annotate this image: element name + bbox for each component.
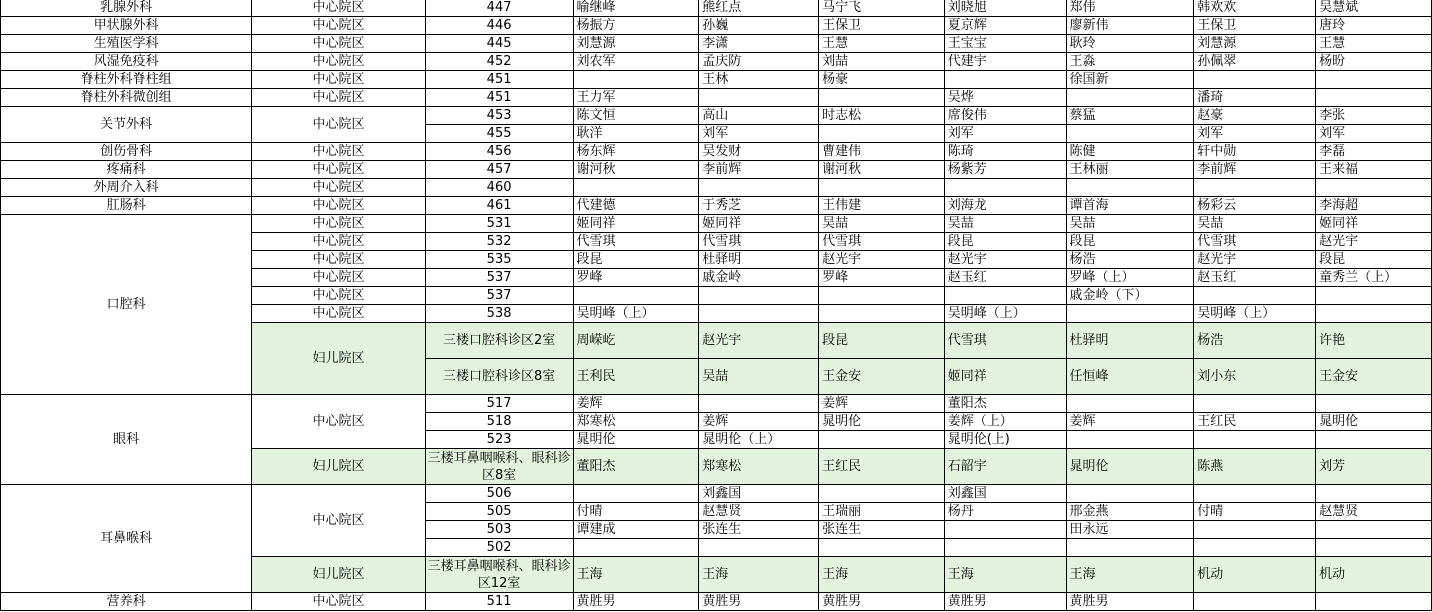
campus-cell[interactable]: 中心院区	[252, 107, 425, 143]
staff-cell[interactable]: 王林	[699, 71, 819, 89]
room-cell[interactable]: 451	[425, 89, 573, 107]
staff-cell[interactable]: 段昆	[573, 251, 699, 269]
staff-cell[interactable]: 晁明伦	[1316, 413, 1432, 431]
staff-cell[interactable]	[1316, 485, 1432, 503]
staff-cell[interactable]: 姜辉	[819, 395, 945, 413]
staff-cell[interactable]	[1316, 71, 1432, 89]
staff-cell[interactable]: 谢河秋	[819, 161, 945, 179]
campus-cell[interactable]: 中心院区	[252, 305, 425, 323]
table-row	[1, 593, 1432, 611]
campus-cell[interactable]: 中心院区	[252, 35, 425, 53]
staff-cell[interactable]	[1194, 539, 1316, 557]
staff-cell[interactable]: 代雪琪	[819, 233, 945, 251]
dept-cell[interactable]: 脊柱外科微创组	[1, 89, 252, 107]
staff-cell[interactable]: 代雪琪	[944, 323, 1066, 359]
staff-cell[interactable]: 赵光宇	[699, 323, 819, 359]
staff-cell[interactable]: 杨浩	[1066, 251, 1194, 269]
staff-cell[interactable]: 吴明峰（上）	[1194, 305, 1316, 323]
staff-cell[interactable]	[699, 179, 819, 197]
staff-cell[interactable]: 黄胜男	[573, 593, 699, 611]
staff-cell[interactable]: 石韶宇	[944, 449, 1066, 485]
staff-cell[interactable]: 吴烨	[944, 89, 1066, 107]
staff-cell[interactable]: 代建宇	[944, 53, 1066, 71]
room-cell[interactable]: 511	[425, 593, 573, 611]
room-cell[interactable]: 531	[425, 215, 573, 233]
staff-cell[interactable]: 王红民	[1194, 413, 1316, 431]
staff-cell[interactable]: 王来福	[1316, 161, 1432, 179]
staff-cell[interactable]	[944, 287, 1066, 305]
staff-cell[interactable]	[1066, 485, 1194, 503]
staff-cell[interactable]: 姜辉	[699, 413, 819, 431]
campus-cell[interactable]: 中心院区	[252, 395, 425, 449]
campus-cell[interactable]: 中心院区	[252, 287, 425, 305]
room-cell[interactable]: 517	[425, 395, 573, 413]
staff-cell[interactable]	[1194, 593, 1316, 611]
campus-cell[interactable]: 中心院区	[252, 233, 425, 251]
staff-cell[interactable]: 杨彩云	[1194, 197, 1316, 215]
staff-cell[interactable]	[1066, 179, 1194, 197]
room-cell[interactable]: 三楼口腔科诊区8室	[425, 359, 573, 395]
staff-cell[interactable]: 罗峰	[573, 269, 699, 287]
staff-cell[interactable]: 王金安	[1316, 359, 1432, 395]
room-cell[interactable]: 445	[425, 35, 573, 53]
staff-cell[interactable]: 赵慧贤	[1316, 503, 1432, 521]
staff-cell[interactable]: 吴喆	[819, 215, 945, 233]
staff-cell[interactable]	[819, 89, 945, 107]
staff-cell[interactable]: 曹建伟	[819, 143, 945, 161]
staff-cell[interactable]: 刘芳	[1316, 449, 1432, 485]
staff-cell[interactable]: 赵光宇	[1316, 233, 1432, 251]
staff-cell[interactable]: 孙巍	[699, 17, 819, 35]
room-cell[interactable]: 457	[425, 161, 573, 179]
staff-cell[interactable]: 王海	[699, 557, 819, 593]
staff-cell[interactable]	[1194, 431, 1316, 449]
staff-cell[interactable]: 姬同祥	[1316, 215, 1432, 233]
room-cell[interactable]: 451	[425, 71, 573, 89]
dept-cell[interactable]: 生殖医学科	[1, 35, 252, 53]
staff-cell[interactable]: 姜辉	[573, 395, 699, 413]
staff-cell[interactable]	[1316, 305, 1432, 323]
staff-cell[interactable]: 晁明伦(上)	[944, 431, 1066, 449]
staff-cell[interactable]: 周嵘屹	[573, 323, 699, 359]
staff-cell[interactable]: 晁明伦	[573, 431, 699, 449]
staff-cell[interactable]: 陈文恒	[573, 107, 699, 125]
room-cell[interactable]: 三楼耳鼻咽喉科、眼科诊区8室	[425, 449, 573, 485]
dept-cell[interactable]: 眼科	[1, 395, 252, 485]
staff-cell[interactable]: 杨浩	[1194, 323, 1316, 359]
staff-cell[interactable]: 王力军	[573, 89, 699, 107]
staff-cell[interactable]: 吴喆	[699, 359, 819, 395]
staff-cell[interactable]: 杜驿明	[699, 251, 819, 269]
staff-cell[interactable]: 吴发财	[699, 143, 819, 161]
staff-cell[interactable]	[699, 539, 819, 557]
staff-cell[interactable]: 熊红点	[699, 0, 819, 17]
staff-cell[interactable]: 杨豪	[819, 71, 945, 89]
staff-cell[interactable]	[819, 485, 945, 503]
table-row	[1, 89, 1432, 107]
staff-cell[interactable]: 付晴	[573, 503, 699, 521]
staff-cell[interactable]: 廖新伟	[1066, 17, 1194, 35]
room-cell[interactable]: 518	[425, 413, 573, 431]
staff-cell[interactable]: 刘军	[1316, 125, 1432, 143]
table-row	[1, 161, 1432, 179]
room-cell[interactable]: 503	[425, 521, 573, 539]
dept-cell[interactable]: 肛肠科	[1, 197, 252, 215]
table-row	[1, 107, 1432, 125]
table-row	[1, 179, 1432, 197]
campus-cell[interactable]: 中心院区	[252, 251, 425, 269]
staff-cell[interactable]: 吴明峰（上）	[944, 305, 1066, 323]
staff-cell[interactable]: 刘鑫国	[944, 485, 1066, 503]
table-row	[1, 35, 1432, 53]
staff-cell[interactable]	[1194, 485, 1316, 503]
room-cell[interactable]: 535	[425, 251, 573, 269]
staff-cell[interactable]: 李前辉	[1194, 161, 1316, 179]
staff-cell[interactable]: 姜辉（上）	[944, 413, 1066, 431]
staff-cell[interactable]: 蔡猛	[1066, 107, 1194, 125]
staff-cell[interactable]: 赵光宇	[819, 251, 945, 269]
staff-cell[interactable]: 陈燕	[1194, 449, 1316, 485]
staff-cell[interactable]: 耿玲	[1066, 35, 1194, 53]
staff-cell[interactable]: 戚金岭（下）	[1066, 287, 1194, 305]
dept-cell[interactable]: 甲状腺外科	[1, 17, 252, 35]
staff-cell[interactable]: 晁明伦	[819, 413, 945, 431]
staff-cell[interactable]: 杜驿明	[1066, 323, 1194, 359]
staff-cell[interactable]	[944, 539, 1066, 557]
staff-cell[interactable]: 赵玉红	[1194, 269, 1316, 287]
staff-cell[interactable]	[944, 179, 1066, 197]
staff-cell[interactable]: 喻继峰	[573, 0, 699, 17]
staff-cell[interactable]: 王伟建	[819, 197, 945, 215]
staff-cell[interactable]: 刘慧源	[1194, 35, 1316, 53]
staff-cell[interactable]: 任恒峰	[1066, 359, 1194, 395]
staff-cell[interactable]: 黄胜男	[819, 593, 945, 611]
staff-cell[interactable]	[944, 521, 1066, 539]
staff-cell[interactable]: 吴喆	[1066, 215, 1194, 233]
staff-cell[interactable]	[573, 539, 699, 557]
staff-cell[interactable]: 耿洋	[573, 125, 699, 143]
room-cell[interactable]: 537	[425, 269, 573, 287]
room-cell[interactable]: 446	[425, 17, 573, 35]
campus-cell[interactable]: 妇儿院区	[252, 449, 425, 485]
room-cell[interactable]: 505	[425, 503, 573, 521]
staff-cell[interactable]: 赵慧贤	[699, 503, 819, 521]
table-row	[1, 215, 1432, 233]
campus-cell[interactable]: 中心院区	[252, 161, 425, 179]
room-cell[interactable]: 447	[425, 0, 573, 17]
room-cell[interactable]: 538	[425, 305, 573, 323]
staff-cell[interactable]: 吴慧斌	[1316, 0, 1432, 17]
staff-cell[interactable]: 王保卫	[819, 17, 945, 35]
staff-cell[interactable]: 谢河秋	[573, 161, 699, 179]
staff-cell[interactable]: 赵光宇	[1194, 251, 1316, 269]
staff-cell[interactable]: 杨振方	[573, 17, 699, 35]
staff-cell[interactable]	[1316, 539, 1432, 557]
staff-cell[interactable]	[699, 305, 819, 323]
staff-cell[interactable]	[1066, 431, 1194, 449]
staff-cell[interactable]: 黄胜男	[1066, 593, 1194, 611]
staff-cell[interactable]: 唐玲	[1316, 17, 1432, 35]
staff-cell[interactable]	[1066, 305, 1194, 323]
staff-cell[interactable]: 晁明伦	[1066, 449, 1194, 485]
staff-cell[interactable]: 孙佩翠	[1194, 53, 1316, 71]
staff-cell[interactable]: 黄胜男	[944, 593, 1066, 611]
campus-cell[interactable]: 中心院区	[252, 269, 425, 287]
staff-cell[interactable]: 代建德	[573, 197, 699, 215]
staff-cell[interactable]	[1194, 395, 1316, 413]
staff-cell[interactable]: 赵光宇	[944, 251, 1066, 269]
staff-cell[interactable]: 李海超	[1316, 197, 1432, 215]
room-cell[interactable]: 537	[425, 287, 573, 305]
staff-cell[interactable]: 吴明峰（上）	[573, 305, 699, 323]
staff-cell[interactable]: 段昆	[1316, 251, 1432, 269]
dept-cell[interactable]: 乳腺外科	[1, 0, 252, 17]
staff-cell[interactable]: 王林丽	[1066, 161, 1194, 179]
dept-cell[interactable]: 脊柱外科脊柱组	[1, 71, 252, 89]
table-row	[1, 485, 1432, 503]
room-cell[interactable]: 523	[425, 431, 573, 449]
staff-cell[interactable]: 赵玉红	[944, 269, 1066, 287]
staff-cell[interactable]	[1066, 539, 1194, 557]
staff-cell[interactable]: 郑寒松	[573, 413, 699, 431]
staff-cell[interactable]: 付晴	[1194, 503, 1316, 521]
staff-cell[interactable]: 谭建成	[573, 521, 699, 539]
staff-cell[interactable]	[573, 179, 699, 197]
staff-cell[interactable]: 刘军	[944, 125, 1066, 143]
staff-cell[interactable]: 刘慧源	[573, 35, 699, 53]
staff-cell[interactable]	[819, 287, 945, 305]
campus-cell[interactable]: 中心院区	[252, 143, 425, 161]
staff-cell[interactable]	[1316, 89, 1432, 107]
staff-cell[interactable]: 王海	[819, 557, 945, 593]
room-cell[interactable]: 452	[425, 53, 573, 71]
campus-cell[interactable]: 中心院区	[252, 197, 425, 215]
room-cell[interactable]: 456	[425, 143, 573, 161]
staff-cell[interactable]	[1316, 593, 1432, 611]
staff-cell[interactable]: 戚金岭	[699, 269, 819, 287]
staff-cell[interactable]: 郑寒松	[699, 449, 819, 485]
staff-cell[interactable]: 张连生	[699, 521, 819, 539]
staff-cell[interactable]: 姬同祥	[944, 359, 1066, 395]
staff-cell[interactable]: 段昆	[819, 323, 945, 359]
staff-cell[interactable]	[699, 287, 819, 305]
staff-cell[interactable]: 王海	[573, 557, 699, 593]
staff-cell[interactable]: 刘小东	[1194, 359, 1316, 395]
staff-cell[interactable]: 机动	[1194, 557, 1316, 593]
staff-cell[interactable]: 刘海龙	[944, 197, 1066, 215]
room-cell[interactable]: 460	[425, 179, 573, 197]
staff-cell[interactable]: 吴喆	[944, 215, 1066, 233]
staff-cell[interactable]: 潘琦	[1194, 89, 1316, 107]
staff-cell[interactable]: 王瑞丽	[819, 503, 945, 521]
staff-cell[interactable]	[1066, 395, 1194, 413]
staff-cell[interactable]	[1316, 179, 1432, 197]
staff-cell[interactable]: 孟庆防	[699, 53, 819, 71]
staff-cell[interactable]: 徐国新	[1066, 71, 1194, 89]
staff-cell[interactable]: 席俊伟	[944, 107, 1066, 125]
table-row	[1, 197, 1432, 215]
staff-cell[interactable]: 郑伟	[1066, 0, 1194, 17]
staff-cell[interactable]: 王金安	[819, 359, 945, 395]
campus-cell[interactable]: 中心院区	[252, 0, 425, 17]
staff-cell[interactable]: 谭首海	[1066, 197, 1194, 215]
staff-cell[interactable]	[573, 287, 699, 305]
room-cell[interactable]: 三楼耳鼻咽喉科、眼科诊区12室	[425, 557, 573, 593]
room-cell[interactable]: 461	[425, 197, 573, 215]
staff-cell[interactable]	[573, 71, 699, 89]
staff-cell[interactable]: 夏京辉	[944, 17, 1066, 35]
staff-cell[interactable]: 张连生	[819, 521, 945, 539]
staff-cell[interactable]	[1316, 395, 1432, 413]
staff-cell[interactable]	[944, 71, 1066, 89]
staff-cell[interactable]: 王海	[1066, 557, 1194, 593]
room-cell[interactable]: 453	[425, 107, 573, 125]
campus-cell[interactable]: 中心院区	[252, 179, 425, 197]
campus-cell[interactable]: 中心院区	[252, 17, 425, 35]
staff-cell[interactable]: 刘农军	[573, 53, 699, 71]
staff-cell[interactable]: 王慧	[1316, 35, 1432, 53]
staff-cell[interactable]: 李潇	[699, 35, 819, 53]
staff-cell[interactable]: 陈琦	[944, 143, 1066, 161]
staff-cell[interactable]: 于秀芝	[699, 197, 819, 215]
table-row	[1, 71, 1432, 89]
dept-cell[interactable]: 关节外科	[1, 107, 252, 143]
staff-cell[interactable]: 晁明伦（上）	[699, 431, 819, 449]
staff-cell[interactable]: 黄胜男	[699, 593, 819, 611]
staff-cell[interactable]: 刘军	[699, 125, 819, 143]
campus-cell[interactable]: 中心院区	[252, 71, 425, 89]
staff-cell[interactable]: 陈健	[1066, 143, 1194, 161]
campus-cell[interactable]: 中心院区	[252, 89, 425, 107]
staff-cell[interactable]: 刘喆	[819, 53, 945, 71]
staff-cell[interactable]	[573, 485, 699, 503]
staff-cell[interactable]: 王淼	[1066, 53, 1194, 71]
staff-cell[interactable]: 段昆	[1066, 233, 1194, 251]
room-cell[interactable]: 532	[425, 233, 573, 251]
staff-cell[interactable]	[819, 305, 945, 323]
staff-cell[interactable]	[699, 395, 819, 413]
campus-cell[interactable]: 妇儿院区	[252, 323, 425, 395]
dept-cell[interactable]: 疼痛科	[1, 161, 252, 179]
dept-cell[interactable]: 耳鼻喉科	[1, 485, 252, 593]
staff-cell[interactable]: 刘军	[1194, 125, 1316, 143]
staff-cell[interactable]: 杨昐	[1316, 53, 1432, 71]
staff-cell[interactable]	[819, 539, 945, 557]
staff-cell[interactable]	[819, 125, 945, 143]
staff-cell[interactable]	[819, 431, 945, 449]
staff-cell[interactable]	[1194, 287, 1316, 305]
campus-cell[interactable]: 中心院区	[252, 485, 425, 557]
dept-cell[interactable]: 创伤骨科	[1, 143, 252, 161]
staff-cell[interactable]: 姬同祥	[699, 215, 819, 233]
staff-cell[interactable]: 王海	[944, 557, 1066, 593]
campus-cell[interactable]: 中心院区	[252, 215, 425, 233]
table-row	[1, 395, 1432, 413]
staff-cell[interactable]	[1066, 125, 1194, 143]
staff-cell[interactable]: 罗峰	[819, 269, 945, 287]
staff-cell[interactable]	[699, 89, 819, 107]
staff-cell[interactable]: 李前辉	[699, 161, 819, 179]
staff-cell[interactable]: 机动	[1316, 557, 1432, 593]
staff-cell[interactable]: 刘鑫国	[699, 485, 819, 503]
schedule-body	[1, 0, 1432, 611]
staff-cell[interactable]: 赵豪	[1194, 107, 1316, 125]
staff-cell[interactable]: 刘晓旭	[944, 0, 1066, 17]
room-cell[interactable]: 502	[425, 539, 573, 557]
staff-cell[interactable]: 王保卫	[1194, 17, 1316, 35]
staff-cell[interactable]: 高山	[699, 107, 819, 125]
staff-cell[interactable]: 罗峰（上）	[1066, 269, 1194, 287]
campus-cell[interactable]: 中心院区	[252, 53, 425, 71]
staff-cell[interactable]: 李张	[1316, 107, 1432, 125]
staff-cell[interactable]: 杨紫芳	[944, 161, 1066, 179]
staff-cell[interactable]: 杨东辉	[573, 143, 699, 161]
staff-cell[interactable]: 王慧	[819, 35, 945, 53]
staff-cell[interactable]: 时志松	[819, 107, 945, 125]
campus-cell[interactable]: 中心院区	[252, 593, 425, 611]
staff-cell[interactable]	[1316, 521, 1432, 539]
campus-cell[interactable]: 妇儿院区	[252, 557, 425, 593]
staff-cell[interactable]	[819, 179, 945, 197]
staff-cell[interactable]: 轩中勋	[1194, 143, 1316, 161]
table-row	[1, 0, 1432, 17]
staff-cell[interactable]: 代雪琪	[1194, 233, 1316, 251]
staff-cell[interactable]: 王宝宝	[944, 35, 1066, 53]
table-row	[1, 143, 1432, 161]
staff-cell[interactable]: 姬同祥	[573, 215, 699, 233]
staff-cell[interactable]: 董阳杰	[573, 449, 699, 485]
staff-cell[interactable]	[1194, 521, 1316, 539]
staff-cell[interactable]: 杨丹	[944, 503, 1066, 521]
table-row	[1, 53, 1432, 71]
staff-cell[interactable]: 段昆	[944, 233, 1066, 251]
dept-cell[interactable]: 风湿免疫科	[1, 53, 252, 71]
dept-cell[interactable]: 外周介入科	[1, 179, 252, 197]
staff-cell[interactable]: 吴喆	[1194, 215, 1316, 233]
table-row	[1, 17, 1432, 35]
staff-cell[interactable]	[1066, 89, 1194, 107]
room-cell[interactable]: 三楼口腔科诊区2室	[425, 323, 573, 359]
staff-cell[interactable]: 王红民	[819, 449, 945, 485]
staff-cell[interactable]: 许艳	[1316, 323, 1432, 359]
room-cell[interactable]: 455	[425, 125, 573, 143]
staff-cell[interactable]: 田永远	[1066, 521, 1194, 539]
staff-cell[interactable]	[1194, 179, 1316, 197]
staff-cell[interactable]: 韩欢欢	[1194, 0, 1316, 17]
staff-cell[interactable]: 代雪琪	[699, 233, 819, 251]
staff-cell[interactable]: 邢金燕	[1066, 503, 1194, 521]
staff-cell[interactable]: 童秀兰（上）	[1316, 269, 1432, 287]
staff-cell[interactable]	[1316, 287, 1432, 305]
staff-cell[interactable]: 王利民	[573, 359, 699, 395]
staff-cell[interactable]	[1194, 71, 1316, 89]
dept-cell[interactable]: 营养科	[1, 593, 252, 611]
staff-cell[interactable]: 姜辉	[1066, 413, 1194, 431]
staff-cell[interactable]	[1316, 431, 1432, 449]
dept-cell[interactable]: 口腔科	[1, 215, 252, 395]
staff-cell[interactable]: 董阳杰	[944, 395, 1066, 413]
room-cell[interactable]: 506	[425, 485, 573, 503]
staff-cell[interactable]: 代雪琪	[573, 233, 699, 251]
staff-cell[interactable]: 马宁飞	[819, 0, 945, 17]
staff-cell[interactable]: 李磊	[1316, 143, 1432, 161]
